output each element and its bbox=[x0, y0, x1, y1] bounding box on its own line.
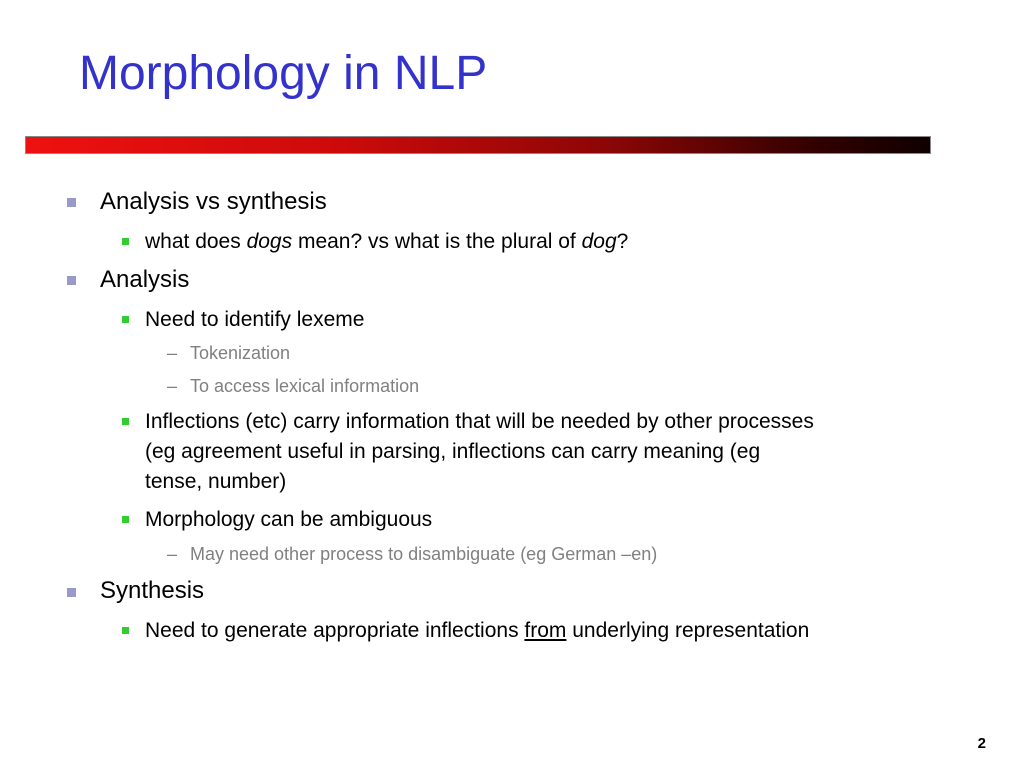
bullet-text: Analysis bbox=[100, 266, 190, 293]
square-bullet-icon bbox=[67, 276, 76, 285]
bullet-text: Need to identify lexeme bbox=[145, 308, 365, 331]
text-run: underlying representation bbox=[566, 619, 810, 642]
square-bullet-icon bbox=[122, 418, 129, 425]
underlined-word-from: from bbox=[524, 619, 567, 642]
slide-title: Morphology in NLP bbox=[79, 47, 488, 100]
bullet-text bbox=[145, 227, 628, 257]
italic-word-dogs: dogs bbox=[246, 230, 293, 253]
dash-bullet-icon: – bbox=[167, 544, 178, 564]
dash-bullet-icon: – bbox=[167, 376, 178, 396]
bullet-text: Synthesis bbox=[100, 577, 205, 604]
square-bullet-icon bbox=[122, 238, 129, 245]
bullet-text bbox=[145, 616, 809, 646]
text-run: what does bbox=[145, 230, 247, 253]
italic-word-dog: dog bbox=[581, 230, 617, 253]
text-run: Need to generate appropriate inflections bbox=[145, 619, 525, 642]
bullet-text: May need other process to disambiguate (eg German –en) bbox=[190, 544, 658, 564]
square-bullet-icon bbox=[122, 627, 129, 634]
bullet-text: Tokenization bbox=[190, 343, 291, 363]
bullet-text: To access lexical information bbox=[190, 376, 420, 396]
dash-bullet-icon: – bbox=[167, 343, 178, 363]
bullet-text-line: tense, number) bbox=[145, 470, 287, 493]
page-number: 2 bbox=[977, 735, 986, 752]
text-run: ? bbox=[616, 230, 629, 253]
square-bullet-icon bbox=[122, 516, 129, 523]
text-run: mean? vs what is the plural of bbox=[292, 230, 582, 253]
bullet-text-line: Inflections (etc) carry information that will be needed by other processes bbox=[145, 410, 814, 433]
square-bullet-icon bbox=[122, 316, 129, 323]
square-bullet-icon bbox=[67, 198, 76, 207]
bullet-text: Morphology can be ambiguous bbox=[145, 508, 433, 531]
square-bullet-icon bbox=[67, 588, 76, 597]
bullet-text-line: (eg agreement useful in parsing, inflections can carry meaning (eg bbox=[145, 440, 761, 463]
bullet-text: Analysis vs synthesis bbox=[100, 188, 327, 215]
